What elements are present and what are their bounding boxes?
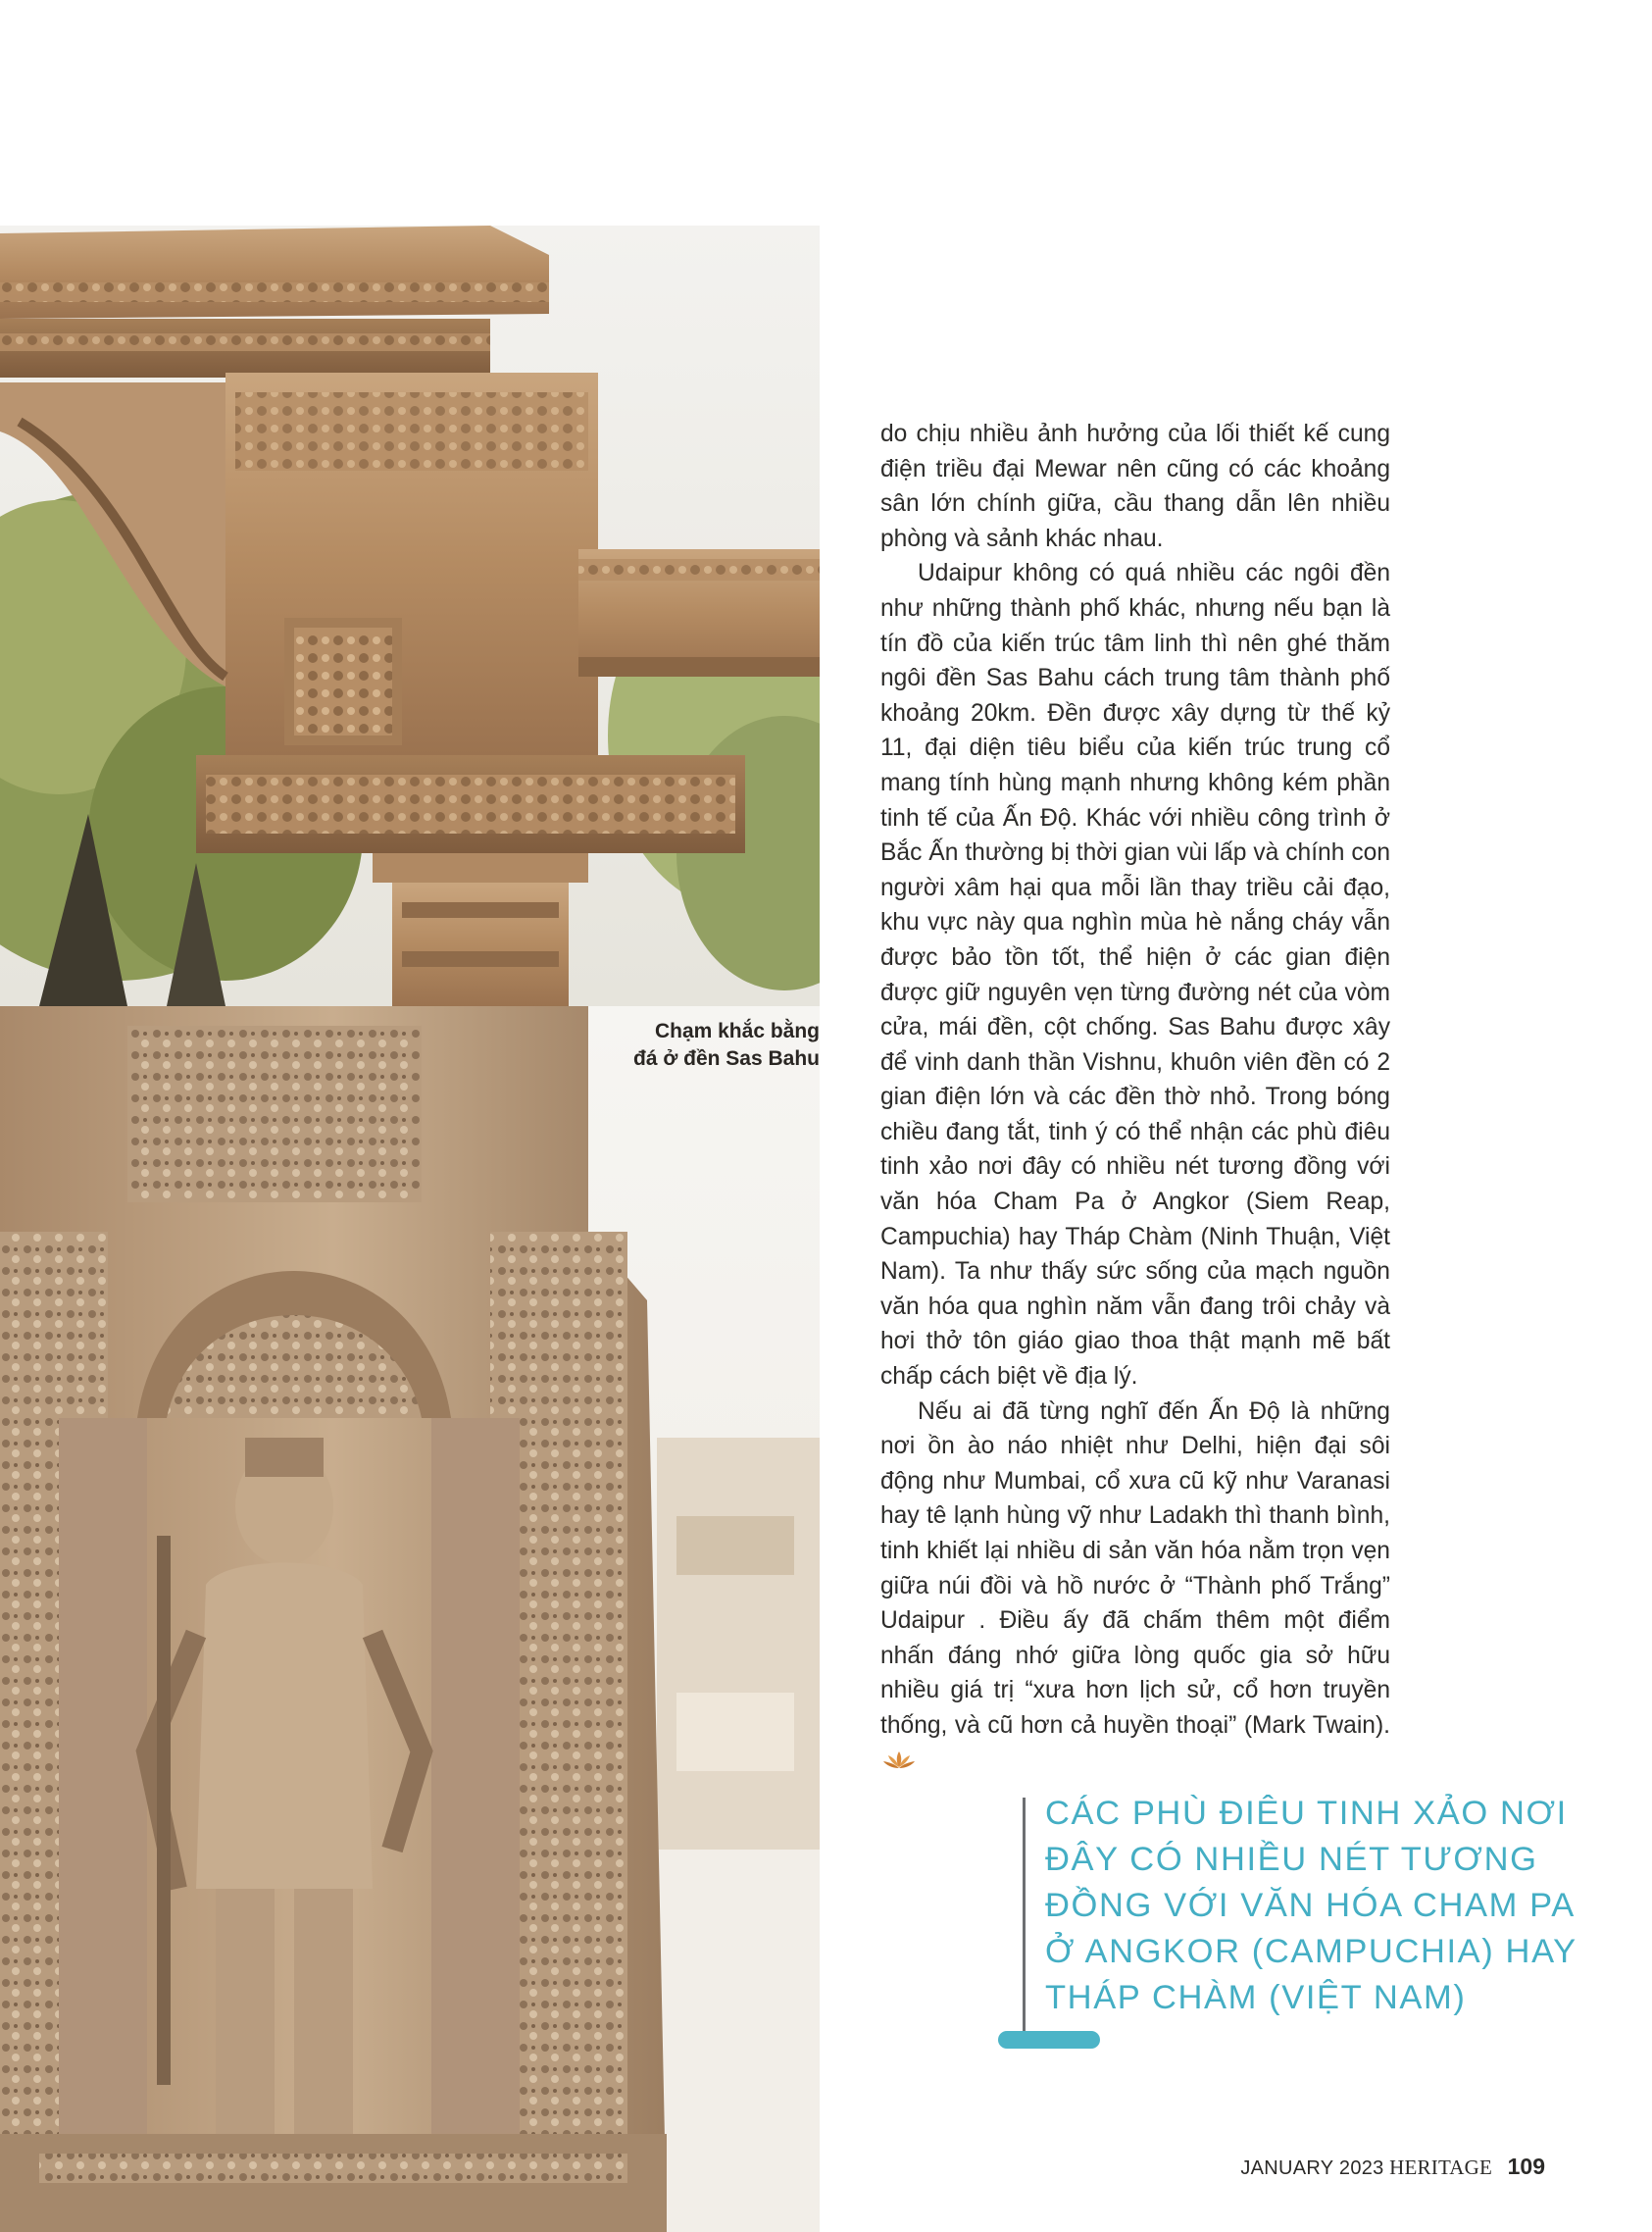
pullquote-accent: [998, 2031, 1100, 2049]
pullquote-line: THÁP CHÀM (VIỆT NAM): [1045, 1979, 1467, 2016]
page-number: 109: [1507, 2154, 1545, 2179]
page-footer: [1240, 2154, 1545, 2180]
photo-temple-lintel: [0, 226, 820, 1006]
caption-line: đá ở đền Sas Bahu: [633, 1047, 820, 1070]
article-body: [880, 417, 1390, 1778]
issue-date: JANUARY 2023: [1240, 2157, 1384, 2179]
caption-line: Chạm khắc bằng: [654, 1020, 820, 1042]
article-paragraph: Udaipur không có quá nhiều các ngôi đền như những thành phố khác, nhưng nếu bạn là tín đồ của kiến trúc tâm linh thì nên ghé thăm ngôi đền Sas Bahu cách trung tâm thành phố khoảng 20km. Đền được xây dựng từ thế kỷ 11, đại diện tiêu biểu của kiến trúc trung cổ mang tính hùng mạnh nhưng không kém phần tinh tế của Ấn Độ. Khác với nhiều công trình ở Bắc Ấn thường bị thời gian vùi lấp và chính con người xâm hại qua mỗi lần thay triều cải đạo, khu vực này qua nghìn mùa hè nắng cháy vẫn được bảo tồn tốt, thể hiện ở các gian điện được giữ nguyên vẹn từng đường nét của vòm cửa, mái đền, cột chống. Sas Bahu được xây để vinh danh thần Vishnu, khuôn viên đền có 2 gian điện lớn và các đền thờ nhỏ. Trong bóng chiều đang tắt, tinh ý có thể nhận các phù điêu tinh xảo nơi đây có nhiều nét tương đồng với văn hóa Cham Pa ở Angkor (Siem Reap, Campuchia) hay Tháp Chàm (Ninh Thuận, Việt Nam). Ta như thấy sức sống của mạch nguồn văn hóa qua nghìn năm vẫn đang trôi chảy và hơi thở tôn giáo giao thoa thật mạnh mẽ bất chấp cách biệt về địa lý.: [880, 560, 1390, 1391]
pullquote-line: ĐỒNG VỚI VĂN HÓA CHAM PA: [1045, 1887, 1576, 1924]
pullquote-line: CÁC PHÙ ĐIÊU TINH XẢO NƠI: [1045, 1795, 1568, 1832]
photo-caption: [588, 1018, 820, 1073]
photo-relief-carving: [0, 1006, 820, 2232]
pullquote-rule: [1023, 1798, 1026, 2033]
lotus-icon: [882, 1750, 916, 1770]
pullquote-line: ĐÂY CÓ NHIỀU NÉT TƯƠNG: [1045, 1841, 1538, 1878]
article-paragraph: Nếu ai đã từng nghĩ đến Ấn Độ là những nơi ồn ào náo nhiệt như Delhi, hiện đại sôi động như Mumbai, cổ xưa cũ kỹ như Varanasi hay tê lạnh hùng vỹ như Ladakh thì thanh bình, tinh khiết lại nhiều di sản văn hóa nằm trọn vẹn giữa núi đồi và hồ nước ở “Thành phố Trắng” Udaipur . Điều ấy đã chấm thêm một điểm nhấn đáng nhớ giữa lòng quốc gia sở hữu nhiều giá trị “xưa hơn lịch sử, cổ hơn truyền thống, và cũ hơn cả huyền thoại” (Mark Twain).: [880, 1395, 1390, 1779]
magazine-name: HERITAGE: [1389, 2156, 1493, 2179]
pullquote-line: Ở ANGKOR (CAMPUCHIA) HAY: [1045, 1933, 1577, 1970]
pullquote: [1045, 1791, 1575, 2021]
article-paragraph: do chịu nhiều ảnh hưởng của lối thiết kế cung điện triều đại Mewar nên cũng có các khoảng sân lớn chính giữa, cầu thang dẫn lên nhiều phòng và sảnh khác nhau.: [880, 421, 1390, 552]
